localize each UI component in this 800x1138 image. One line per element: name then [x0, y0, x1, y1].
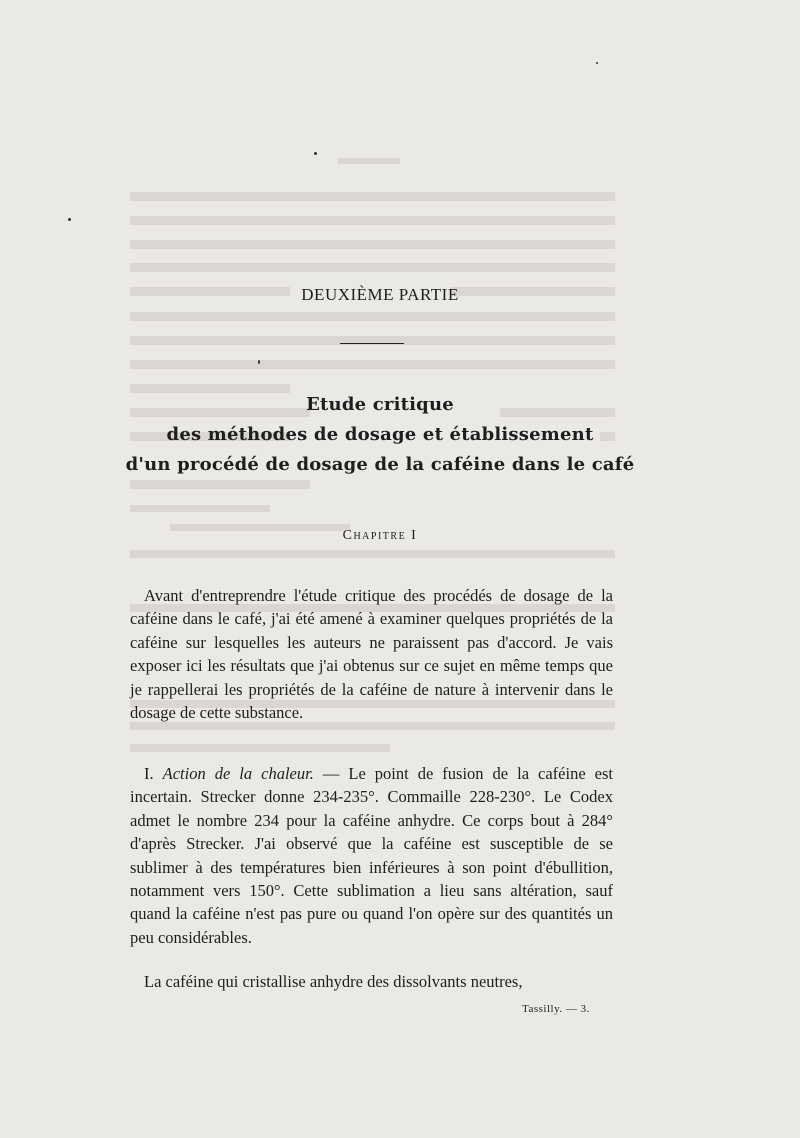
- title-line-1: Etude critique: [306, 394, 454, 415]
- section-body: — Le point de fusion de la caféine est incertain. Strecker donne 234-235°. Commaille 228-230°. Le Codex admet le nombre 234 pour la caféine anhydre. Ce corps bout à 284° d'après Strecker. J'ai observé que la caféine est susceptible de se sublimer à des températures bien inférieures à son point d'ébullition, notamment vers 150°. Cette sublimation a lieu sans altération, sauf quand la caféine n'est pas pure ou quand l'on opère sur des quantités un peu considérables.: [130, 764, 613, 947]
- page-signature: Tassilly. — 3.: [522, 1003, 590, 1015]
- chapter-heading: Chapitre I: [342, 528, 418, 543]
- speck: [68, 218, 71, 221]
- section-number: I.: [144, 764, 163, 783]
- speck: [314, 152, 317, 155]
- paragraph-action-chaleur: [130, 762, 613, 949]
- title-line-3: d'un procédé de dosage de la caféine dans le café: [125, 454, 635, 475]
- title-line-2: des méthodes de dosage et établissement: [166, 424, 594, 445]
- part-title: DEUXIÈME PARTIE: [301, 285, 459, 304]
- speck: [258, 360, 260, 364]
- speck: [596, 62, 598, 64]
- paragraph-continuation: La caféine qui cristallise anhydre des dissolvants neutres,: [144, 972, 523, 991]
- paragraph-intro: Avant d'entreprendre l'étude critique des procédés de dosage de la caféine dans le café, j'ai été amené à examiner quelques propriétés de la caféine sur lesquelles les auteurs ne paraissent pas d'accord. Je vais exposer ici les résultats que j'ai obtenus sur ce sujet en même temps que je rappellerai les propriétés de la caféine de nature à intervenir dans le dosage de cette substance.: [130, 586, 613, 723]
- section-heading: Action de la chaleur.: [162, 764, 314, 783]
- title-divider: [340, 343, 404, 344]
